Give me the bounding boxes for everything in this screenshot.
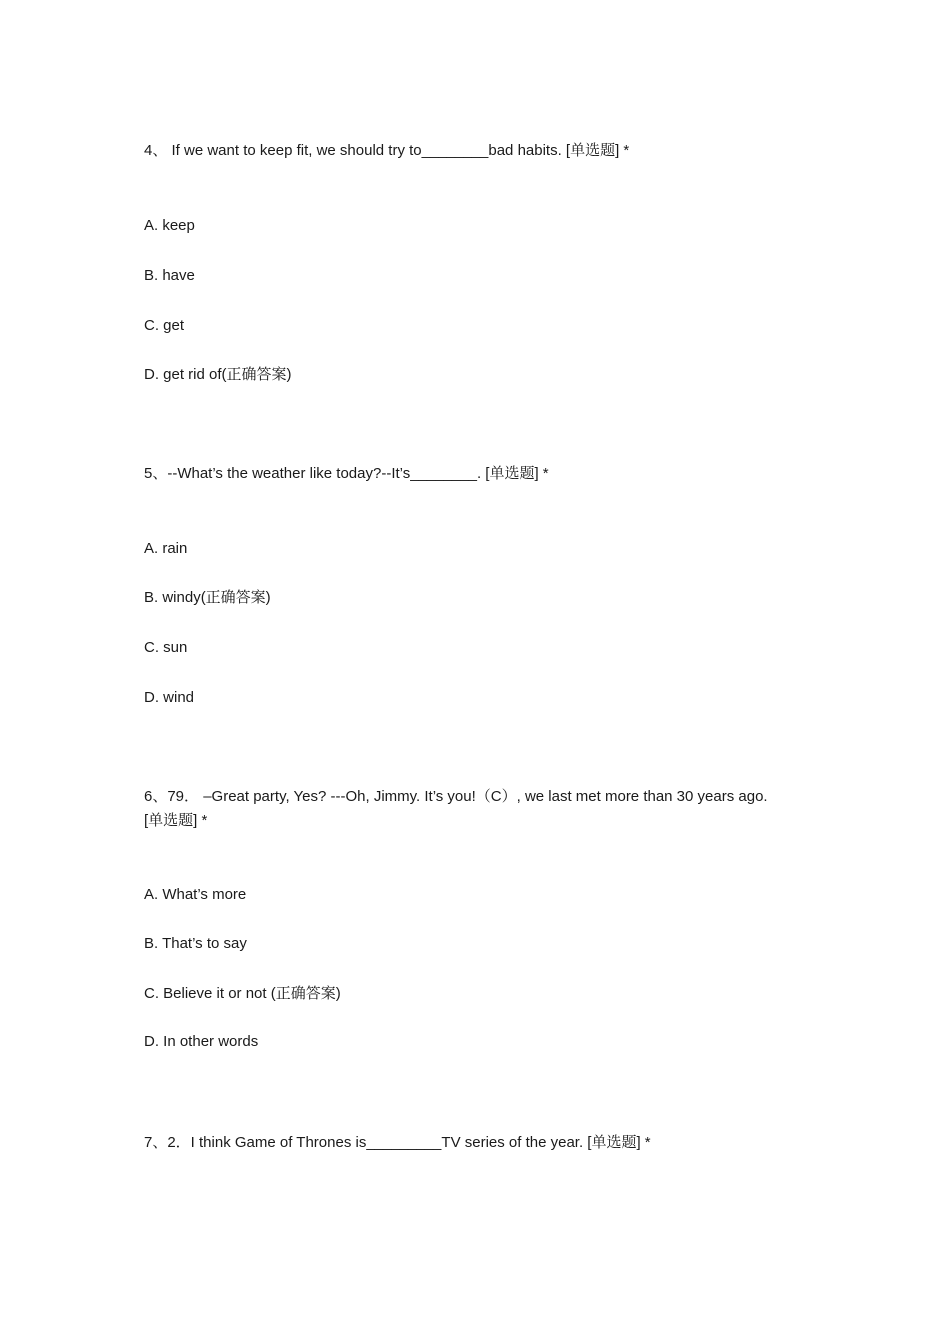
question-4-option-d[interactable]: D. get rid of(正确答案) — [144, 366, 292, 383]
question-6-option-d[interactable]: D. In other words — [144, 1033, 259, 1050]
question-5-option-b[interactable]: B. windy(正确答案) — [144, 589, 271, 606]
question-4-prompt: 4、 If we want to keep fit, we should try to________bad habits. [单选题] * — [144, 142, 630, 159]
question-6-prompt-line2: [单选题] * — [144, 812, 208, 829]
question-6-option-b[interactable]: B. That’s to say — [144, 935, 247, 952]
question-5-option-d[interactable]: D. wind — [144, 689, 195, 706]
question-6-prompt-line1: 6、79． –Great party, Yes? ---Oh, Jimmy. It’s you!（C）, we last met more than 30 years ago. — [144, 788, 768, 805]
question-5-option-c[interactable]: C. sun — [144, 639, 188, 656]
question-4-option-b[interactable]: B. have — [144, 267, 195, 284]
question-4-option-c[interactable]: C. get — [144, 317, 185, 334]
question-5-prompt: 5、--What’s the weather like today?--It’s________. [单选题] * — [144, 465, 549, 482]
question-6-option-a[interactable]: A. What’s more — [144, 886, 247, 903]
question-5-option-a[interactable]: A. rain — [144, 540, 188, 557]
question-7-prompt: 7、2．I think Game of Thrones is_________TV series of the year. [单选题] * — [144, 1134, 651, 1151]
question-4-option-a[interactable]: A. keep — [144, 217, 195, 234]
question-6-option-c[interactable]: C. Believe it or not (正确答案) — [144, 985, 341, 1002]
